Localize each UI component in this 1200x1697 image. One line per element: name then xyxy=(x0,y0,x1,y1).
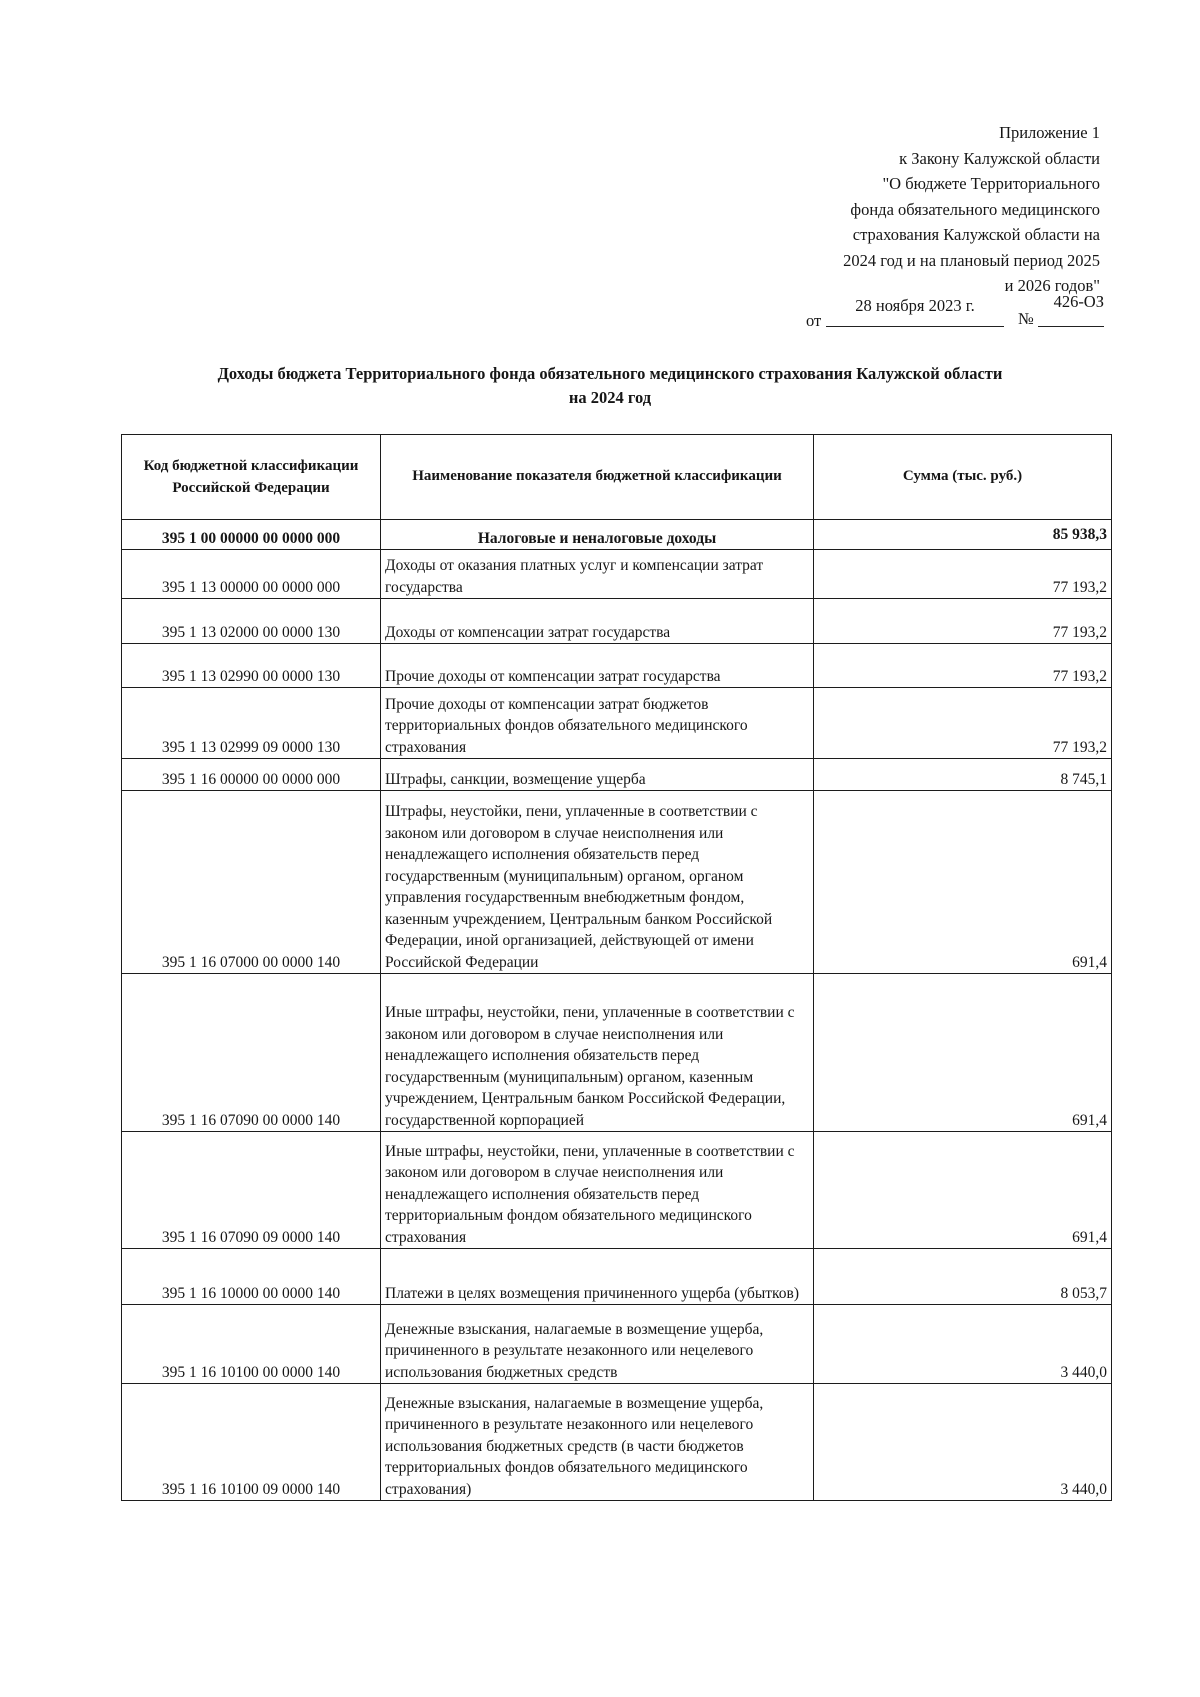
table-row xyxy=(122,1384,1112,1501)
row-code: 395 1 16 07090 09 0000 140 xyxy=(122,1132,381,1249)
row-name: Прочие доходы от компенсации затрат бюджетов территориальных фондов обязательного медицинского страхования xyxy=(381,688,814,759)
table-header-row xyxy=(122,435,1112,520)
row-code: 395 1 00 00000 00 0000 000 xyxy=(122,520,381,550)
law-number: 426-ОЗ xyxy=(1053,292,1104,311)
row-amount: 77 193,2 xyxy=(814,550,1112,599)
table-row xyxy=(122,1249,1112,1305)
row-amount: 77 193,2 xyxy=(814,599,1112,644)
appendix-block xyxy=(740,120,1100,299)
table-row xyxy=(122,520,1112,550)
appendix-line: 2024 год и на плановый период 2025 xyxy=(843,250,1100,270)
table-row xyxy=(122,688,1112,759)
row-name: Иные штрафы, неустойки, пени, уплаченные в соответствии с законом или договором в случае неисполнения или ненадлежащего исполнения обязательств перед территориальным фондом обязательного медицинского страхования xyxy=(381,1132,814,1249)
row-name: Доходы от компенсации затрат государства xyxy=(381,599,814,644)
appendix-line: страхования Калужской области на xyxy=(852,225,1100,244)
row-amount: 3 440,0 xyxy=(814,1384,1112,1501)
row-code: 395 1 13 02000 00 0000 130 xyxy=(122,599,381,644)
appendix-line: фонда обязательного медицинского xyxy=(850,199,1100,219)
table-row xyxy=(122,1305,1112,1384)
row-name: Штрафы, санкции, возмещение ущерба xyxy=(381,759,814,791)
table-row xyxy=(122,644,1112,688)
appendix-line: Приложение 1 xyxy=(999,123,1100,142)
row-name: Прочие доходы от компенсации затрат государства xyxy=(381,644,814,688)
title-line-2: на 2024 год xyxy=(568,388,652,407)
row-amount: 691,4 xyxy=(814,791,1112,974)
appendix-line: к Закону Калужской области xyxy=(899,148,1100,168)
appendix-line: и 2026 годов" xyxy=(1004,276,1100,295)
row-code: 395 1 16 07090 00 0000 140 xyxy=(122,974,381,1132)
row-amount: 3 440,0 xyxy=(814,1305,1112,1384)
row-name: Доходы от оказания платных услуг и компенсации затрат государства xyxy=(381,550,814,599)
row-name: Иные штрафы, неустойки, пени, уплаченные в соответствии с законом или договором в случае неисполнения или ненадлежащего исполнения обязательств перед государственным (муниципальным) органом, казенным учреждением, Центральным банком Российской Федерации, государственной корпорацией xyxy=(381,974,814,1132)
table-row xyxy=(122,1132,1112,1249)
row-amount: 691,4 xyxy=(814,974,1112,1132)
number-label: № xyxy=(1018,309,1034,328)
row-amount: 77 193,2 xyxy=(814,688,1112,759)
title-line-1: Доходы бюджета Территориального фонда обязательного медицинского страхования Калужской области xyxy=(217,364,1003,383)
table-row xyxy=(122,759,1112,791)
from-label: от xyxy=(806,311,822,330)
law-date-number xyxy=(806,292,1106,334)
row-code: 395 1 16 07000 00 0000 140 xyxy=(122,791,381,974)
row-code: 395 1 16 10000 00 0000 140 xyxy=(122,1249,381,1305)
law-date: 28 ноября 2023 г. xyxy=(855,296,975,315)
income-table xyxy=(121,434,1112,1501)
appendix-line: "О бюджете Территориального xyxy=(882,174,1100,193)
header-amount: Сумма (тыс. руб.) xyxy=(814,435,1112,520)
row-amount: 8 053,7 xyxy=(814,1249,1112,1305)
row-amount: 85 938,3 xyxy=(814,520,1112,550)
row-code: 395 1 13 00000 00 0000 000 xyxy=(122,550,381,599)
row-code: 395 1 16 10100 09 0000 140 xyxy=(122,1384,381,1501)
table-row xyxy=(122,550,1112,599)
row-amount: 77 193,2 xyxy=(814,644,1112,688)
row-name: Налоговые и неналоговые доходы xyxy=(381,520,814,550)
table-row xyxy=(122,791,1112,974)
number-field xyxy=(1038,292,1104,327)
table-row xyxy=(122,599,1112,644)
row-code: 395 1 13 02990 00 0000 130 xyxy=(122,644,381,688)
row-code: 395 1 16 10100 00 0000 140 xyxy=(122,1305,381,1384)
date-field xyxy=(826,296,1004,327)
header-name: Наименование показателя бюджетной классификации xyxy=(381,435,814,520)
row-code: 395 1 16 00000 00 0000 000 xyxy=(122,759,381,791)
row-code: 395 1 13 02999 09 0000 130 xyxy=(122,688,381,759)
row-name: Денежные взыскания, налагаемые в возмещение ущерба, причиненного в результате незаконного или нецелевого использования бюджетных средств xyxy=(381,1305,814,1384)
header-code: Код бюджетной классификации Российской Федерации xyxy=(122,435,381,520)
row-amount: 691,4 xyxy=(814,1132,1112,1249)
document-title xyxy=(110,362,1110,410)
row-name: Штрафы, неустойки, пени, уплаченные в соответствии с законом или договором в случае неисполнения или ненадлежащего исполнения обязательств перед государственным (муниципальным) органом, органом управления государственным внебюджетным фондом, казенным учреждением, Центральным банком Российской Федерации, иной организацией, действующей от имени Российской Федерации xyxy=(381,791,814,974)
row-name: Денежные взыскания, налагаемые в возмещение ущерба, причиненного в результате незаконного или нецелевого использования бюджетных средств (в части бюджетов территориальных фондов обязательного медицинского страхования) xyxy=(381,1384,814,1501)
row-name: Платежи в целях возмещения причиненного ущерба (убытков) xyxy=(381,1249,814,1305)
table-row xyxy=(122,974,1112,1132)
row-amount: 8 745,1 xyxy=(814,759,1112,791)
